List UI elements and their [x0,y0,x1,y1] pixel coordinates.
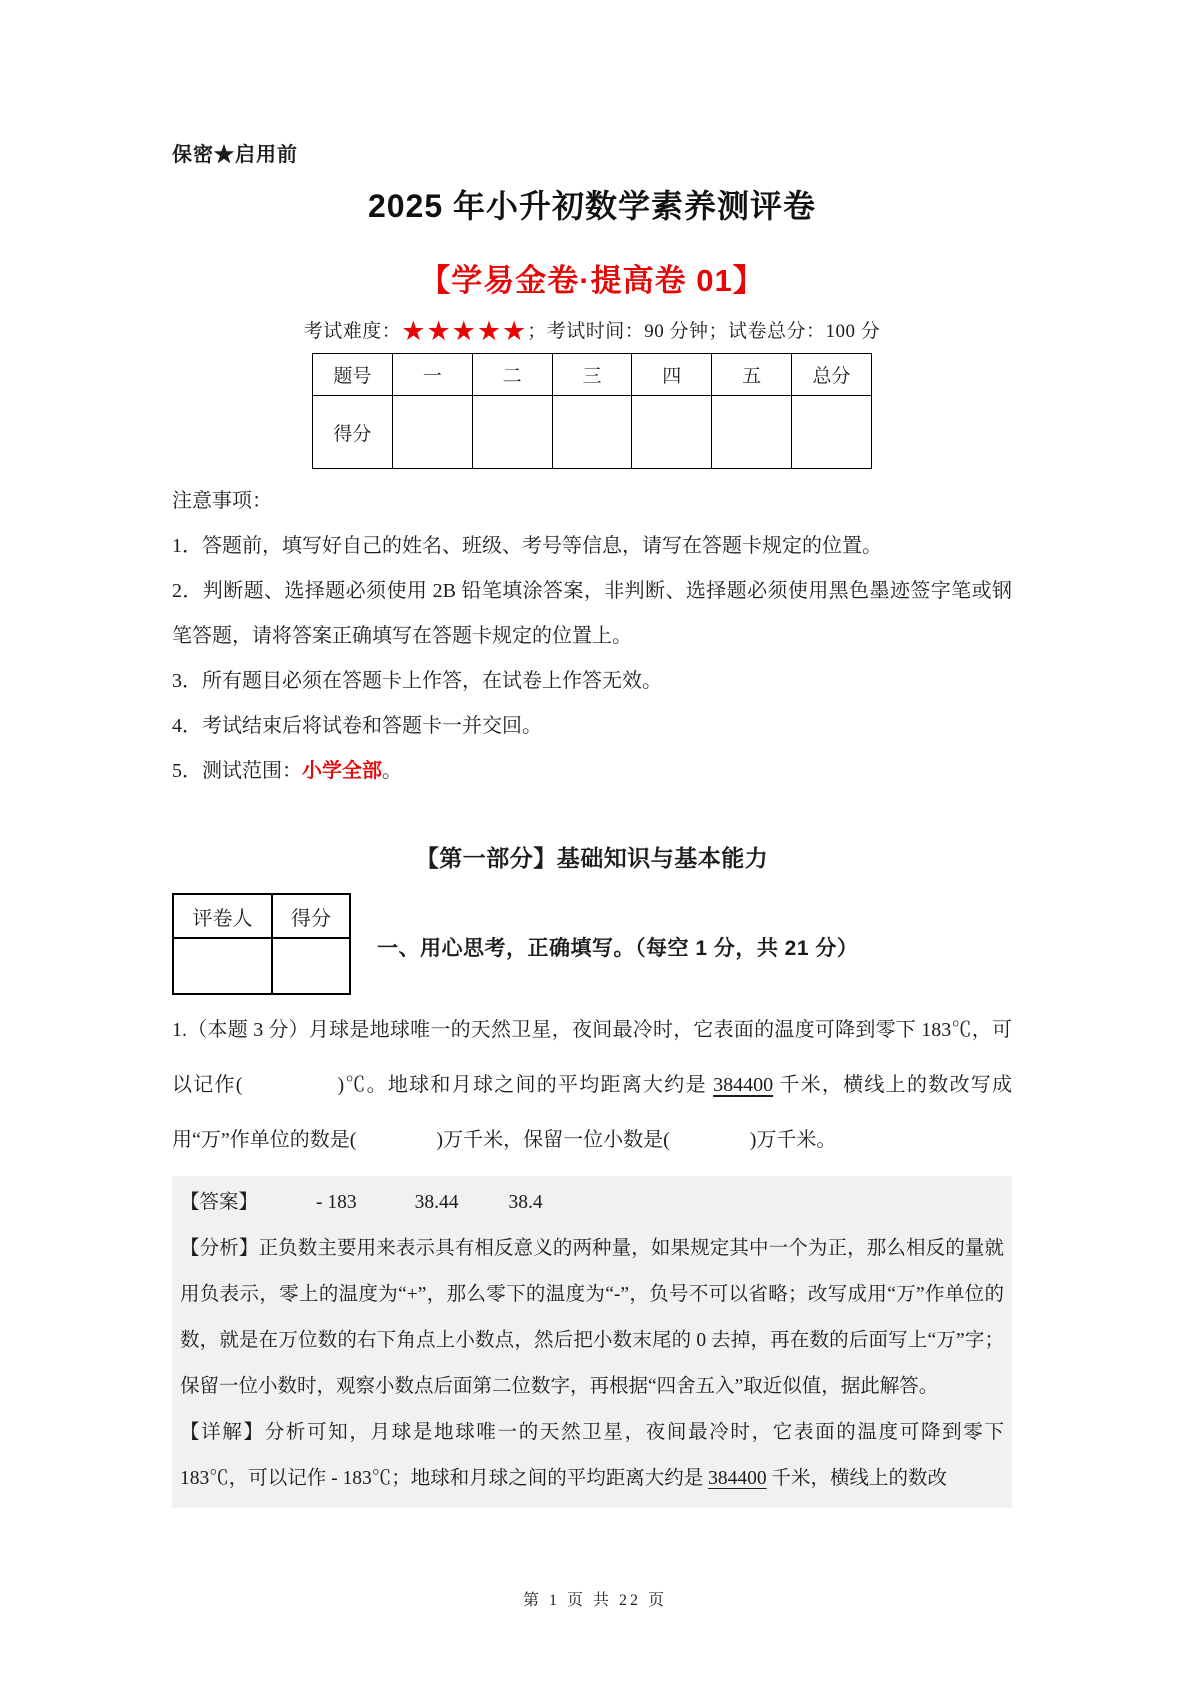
part-1-header-row [172,893,1012,995]
difficulty-stars-icon: ★★★★★ [401,316,528,346]
score-cell [712,396,792,469]
score-col-3: 三 [552,354,632,396]
score-col-5: 五 [712,354,792,396]
grader-cell [173,938,272,994]
answer-value-1: - 183 [316,1192,357,1213]
part-1-heading: 一、用心思考，正确填写。（每空 1 分，共 21 分） [377,937,859,960]
score-cell [792,396,872,469]
exam-meta-line [172,316,1012,345]
answer-analysis-block [172,1176,1012,1508]
score-col-4: 四 [632,354,712,396]
exam-notes [172,479,1012,794]
detail-label: 【详解】 [180,1422,265,1443]
question-1-text: 1.（本题 3 分）月球是地球唯一的天然卫星，夜间最冷时，它表面的温度可降到零下 183℃，可以记作( [172,1019,1012,1096]
test-scope-highlight: 小学全部 [302,760,382,782]
confidential-label: 保密★启用前 [172,144,298,166]
grader-score-table [172,893,351,995]
score-cell [552,396,632,469]
score-cell [392,396,472,469]
question-1-text: )万千米，保留一位小数是( [436,1129,670,1151]
note-item-5-prefix: 5．测试范围： [172,760,302,782]
underlined-distance-value: 384400 [713,1074,774,1096]
answer-value-2: 38.44 [414,1192,459,1213]
score-row-label: 得分 [313,396,393,469]
question-1 [172,1003,1012,1168]
note-item-1: 1．答题前，填写好自己的姓名、班级、考号等信息，请写在答题卡规定的位置。 [172,535,882,557]
score-table-score-row [313,396,872,469]
detail-text: 千米，横线上的数改 [766,1468,948,1489]
question-1-text: )℃。地球和月球之间的平均距离大约是 [337,1074,714,1096]
note-item-5 [172,749,1012,794]
page-title: 2025 年小升初数学素养测评卷 [367,188,817,224]
difficulty-label: 考试难度： [303,321,402,342]
answer-value-3: 38.4 [508,1192,543,1213]
grader-table-header-row [173,894,350,938]
question-1-text: )万千米。 [749,1129,837,1151]
score-col-total: 总分 [792,354,872,396]
note-item-4: 4．考试结束后将试卷和答题卡一并交回。 [172,715,542,737]
question-1-text: 千米，横线上的数改写成用“万”作单位的数是( [172,1074,1012,1151]
detail-text: 分析可知，月球是地球唯一的天然卫星，夜间最冷时，它表面的温度可降到零下 183℃，可以记作 - 183℃；地球和月球之间的平均距离大约是 [180,1422,1004,1489]
analysis-label: 【分析】 [180,1238,259,1259]
underlined-distance-value: 384400 [708,1468,767,1489]
notes-heading: 注意事项： [172,490,272,512]
analysis-paragraph [180,1226,1004,1410]
exam-time-and-score: ；考试时间：90 分钟；试卷总分：100 分 [527,321,881,342]
grader-score-label: 得分 [272,894,350,938]
grader-score-cell [272,938,350,994]
score-table-header-row [313,354,872,396]
note-item-5-suffix: 。 [382,760,402,782]
score-cell [632,396,712,469]
score-col-1: 一 [392,354,472,396]
grader-label: 评卷人 [173,894,272,938]
score-cell [472,396,552,469]
score-col-2: 二 [472,354,552,396]
section-1-heading: 【第一部分】基础知识与基本能力 [415,845,769,871]
answer-line [180,1180,1004,1226]
note-item-3: 3．所有题目必须在答题卡上作答，在试卷上作答无效。 [172,670,662,692]
page-number-indicator: 第 1 页 共 22 页 [522,1592,667,1609]
exam-edition-subtitle: 【学易金卷·提高卷 01】 [419,263,765,298]
note-item-2: 2．判断题、选择题必须使用 2B 铅笔填涂答案，非判断、选择题必须使用黑色墨迹签字笔或钢笔答题，请将答案正确填写在答题卡规定的位置上。 [172,580,1012,647]
detail-paragraph [180,1410,1004,1502]
score-summary-table [312,353,872,469]
score-col-label: 题号 [313,354,393,396]
analysis-text: 正负数主要用来表示具有相反意义的两种量，如果规定其中一个为正，那么相反的量就用负表示，零上的温度为“+”，那么零下的温度为“-”，负号不可以省略；改写成用“万”作单位的数，就是在万位数的右下角点上小数点，然后把小数末尾的 0 去掉，再在数的后面写上“万”字；保留一位小数时，观察小数点后面第二位数字，再根据“四舍五入”取近似值，据此解答。 [180,1238,1004,1397]
grader-table-blank-row [173,938,350,994]
answer-label: 【答案】 [180,1192,259,1213]
